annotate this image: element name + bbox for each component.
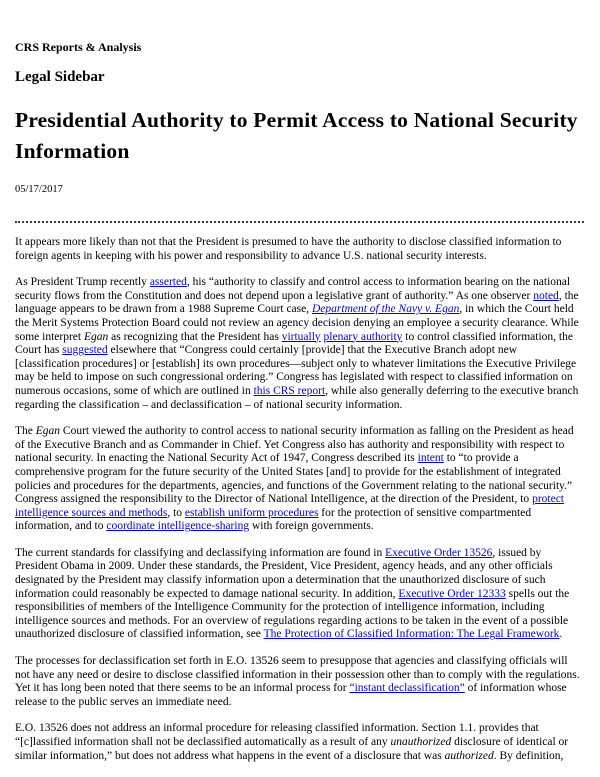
- report-type-label: Legal Sidebar: [15, 69, 105, 85]
- text-run: The: [15, 425, 36, 438]
- text-run: of information whose release to the public serves an immediate need.: [15, 682, 567, 708]
- text-link[interactable]: Executive Order 12333: [398, 587, 506, 600]
- text-link[interactable]: plenary authority: [323, 330, 403, 343]
- text-link[interactable]: Department of the Navy v. Egan: [311, 303, 460, 316]
- text-run: The processes for declassification set forth in E.O. 13526 seem to presuppose that agencies and classifying officials will not have any need or desire to disclose classified information in their possession other than to comply with the regulations. Yet it has long been noted that there seems to be an informal process for: [15, 655, 580, 695]
- text-link[interactable]: The Protection of Classified Information: The Legal Framework: [263, 628, 560, 641]
- paragraph-eo-13526: [15, 722, 584, 763]
- text-run: Egan: [35, 425, 61, 438]
- text-link[interactable]: suggested: [62, 344, 108, 357]
- text-run: with foreign governments.: [249, 520, 374, 533]
- dotted-divider: [15, 221, 584, 223]
- text-run: authorized: [444, 749, 494, 762]
- text-run: , to: [167, 506, 185, 519]
- text-run: As President Trump recently: [15, 276, 150, 289]
- text-run: spells out the responsibilities of members of the Intelligence Community for the protection of intelligence information, including intelligence sources and methods. For an overview of regulations regarding actions to be taken in the event of a possible unauthorized disclosure of classified information, see: [15, 587, 570, 641]
- paragraph-declassification-processes: [15, 655, 584, 709]
- text-link[interactable]: asserted: [149, 276, 187, 289]
- paragraph-summary: [15, 236, 584, 263]
- text-run: elsewhere that “Congress could certainly [provide] that the Executive Branch adopt new [classification procedures] or [establish] its own procedures—subject only to whatever limitations the Executive Privilege may be held to impose on such congressional ordering.” Congress has legislated with respect to classified information on numerous occasions, some of which are outlined in: [15, 344, 577, 397]
- text-link[interactable]: establish uniform procedures: [184, 506, 319, 519]
- text-run: Egan: [83, 330, 109, 343]
- paragraph-trump-assertion: [15, 276, 584, 412]
- document-date: 05/17/2017: [15, 184, 63, 195]
- text-link[interactable]: coordinate intelligence-sharing: [106, 520, 250, 533]
- text-link[interactable]: noted: [533, 289, 559, 302]
- paragraph-egan-court: [15, 425, 584, 534]
- document-body: [15, 236, 584, 763]
- text-run: to control classified information, the Court has: [15, 330, 573, 357]
- text-run: E.O. 13526 does not address an informal procedure for releasing classified information. Section 1.1. provides that “[c]lassified information shall not be declassified automatically as a result of any: [15, 722, 539, 748]
- text-run: , his “authority to classify and control access to information bearing on the national security flows from the Constitution and does not depend upon a legislative grant of authority.” As one observer: [15, 276, 571, 302]
- text-run: The current standards for classifying and declassifying information are found in: [15, 546, 386, 559]
- document-title: Presidential Authority to Permit Access to National Security Information: [15, 108, 578, 163]
- text-link[interactable]: protect intelligence sources and methods: [15, 493, 564, 519]
- text-link[interactable]: “instant declassification”: [349, 682, 465, 695]
- text-run: .: [559, 628, 563, 641]
- text-link[interactable]: this CRS report: [253, 384, 326, 397]
- text-run: unauthorized: [390, 736, 452, 748]
- text-run: as recognizing that the President has: [108, 330, 282, 343]
- paragraph-current-standards: [15, 547, 584, 642]
- text-run: , in which the Court held the Merit Systems Protection Board could not review an agency decision denying an employee a security clearance. While some interpret: [15, 303, 579, 343]
- text-run: Court viewed the authority to control access to national security information as falling on the President as head of the Executive Branch and as Commander in Chief. Yet Congress also has authority and responsibility with respect to national security. In enacting the National Security Act of 1947, Congress described its: [15, 425, 574, 465]
- text-run: , the language appears to be drawn from a 1988 Supreme Court case,: [15, 289, 579, 316]
- text-run: . By definition,: [493, 749, 564, 762]
- text-link[interactable]: virtually: [281, 330, 321, 343]
- text-run: to “to provide a comprehensive program for the future security of the United States [and] to provide for the establishment of integrated policies and procedures for the departments, agencies, and functions of the Government relating to the national security.” Congress assigned the responsibility to the Director of National Intelligence, at the direction of the President, to: [15, 452, 573, 506]
- text-link[interactable]: intent: [417, 452, 444, 465]
- report-series-label: CRS Reports & Analysis: [15, 40, 142, 54]
- text-run: for the protection of sensitive compartmented information, and to: [15, 506, 532, 533]
- text-link[interactable]: Executive Order 13526: [385, 546, 493, 559]
- text-run: It appears more likely than not that the President is presumed to have the authority to disclose classified information to foreign agents in keeping with his power and responsibility to advance U.S. national security interests.: [15, 236, 562, 262]
- text-run: , while also generally deferring to the executive branch regarding the classification – and declassification – of national security information.: [15, 384, 579, 411]
- text-run: , issued by President Obama in 2009. Under these standards, the President, Vice President, agency heads, and any other officials designated by the President may classify information upon a determination that the unauthorized disclosure of such information could reasonably be expected to damage national security. In addition,: [15, 546, 553, 600]
- text-run: disclosure of identical or similar information,” but does not address what happens in the event of a disclosure that was: [15, 736, 569, 762]
